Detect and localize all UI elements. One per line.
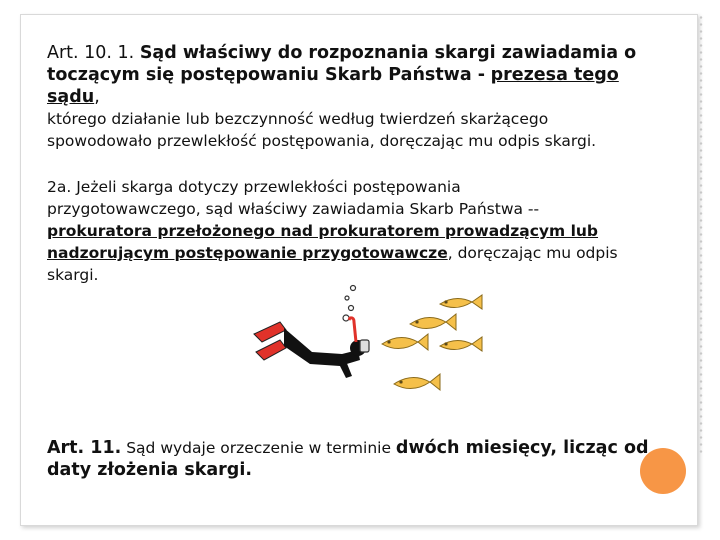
art10-line4: spowodowało przewlekłość postępowania, doręczając mu odpis skargi. xyxy=(47,132,597,150)
dotted-border-decoration xyxy=(696,14,706,454)
art10-prezes-underlined: prezesa tego sądu xyxy=(47,65,619,107)
art11-normal-text: Sąd wydaje orzeczenie w terminie xyxy=(126,439,391,457)
art11-deadline-bold: dwóch miesięcy, licząc od xyxy=(395,438,649,458)
art11-label: Art. 11. xyxy=(47,438,122,458)
art10-line2-bold: toczącym się postępowaniu Skarb Państwa - xyxy=(47,65,486,85)
bubbles-icon xyxy=(343,286,356,322)
art10-line1 xyxy=(47,42,677,64)
art11-line2: daty złożenia skargi. xyxy=(47,460,252,480)
art10-line1-bold: Sąd właściwy do rozpoznania skargi zawiadamia o xyxy=(139,43,637,63)
art10-2a-line4 xyxy=(47,242,677,264)
diver-icon xyxy=(254,318,369,378)
art10-line3: którego działanie lub bezczynność według twierdzeń skarżącego xyxy=(47,110,549,128)
art10-2a-line5: skargi. xyxy=(47,266,99,284)
art10-2a-line4-tail: , doręczając mu odpis xyxy=(447,244,618,262)
art10-2a-line2: przygotowawczego, sąd właściwy zawiadamia Skarb Państwa -- xyxy=(47,200,540,218)
art10-line2-tail: , xyxy=(94,87,100,107)
art10-line2 xyxy=(47,64,677,108)
art10-paragraph xyxy=(47,42,677,152)
diver-with-fish-illustration xyxy=(250,282,490,412)
art10-2a-paragraph xyxy=(47,176,677,286)
art10-2a-underlined: nadzorującym postępowanie przygotowawcze xyxy=(47,244,448,262)
fish-icon xyxy=(382,295,482,390)
art10-number: Art. 10. 1. xyxy=(47,43,135,63)
art10-2a-line3: prokuratora przełożonego nad prokuratorem prowadzącym lub xyxy=(47,222,599,240)
art10-2a-line1: 2a. Jeżeli skarga dotyczy przewlekłości postępowania xyxy=(47,178,461,196)
art11-line1 xyxy=(47,437,677,459)
art11-paragraph xyxy=(47,437,677,481)
